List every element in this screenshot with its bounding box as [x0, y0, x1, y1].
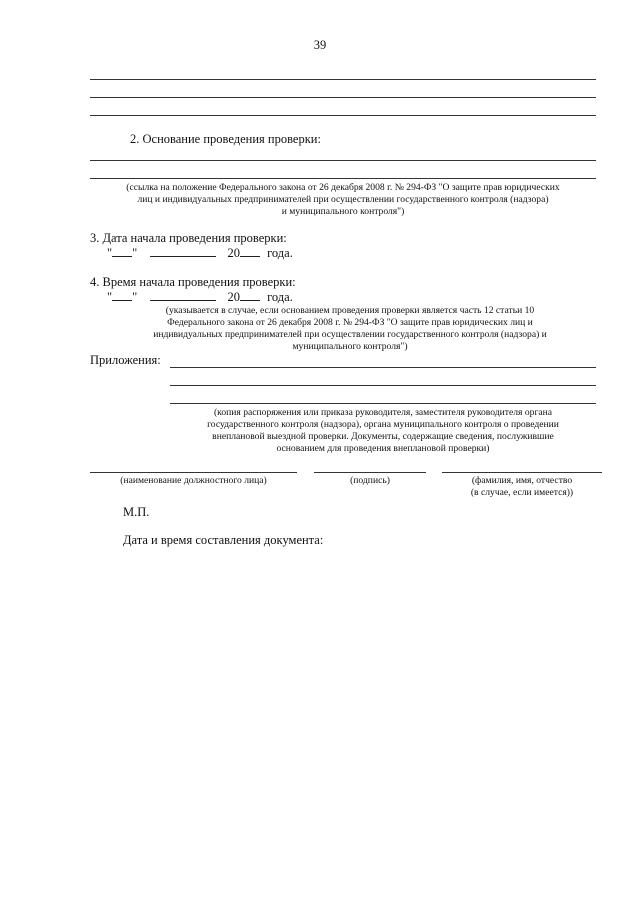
name-caption-line: (фамилия, имя, отчество: [471, 475, 573, 486]
note-line: муниципального контроля"): [292, 341, 408, 352]
day-blank: [112, 245, 132, 257]
blank-line: [90, 160, 596, 161]
attachments-line: [170, 403, 596, 404]
quote-open: ": [107, 290, 113, 304]
note-line: и муниципального контроля"): [281, 206, 405, 217]
note-line: Федерального закона от 26 декабря 2008 г. № 294-ФЗ "О защите прав юридических лиц и: [167, 317, 533, 328]
position-caption: (наименование должностного лица): [120, 475, 267, 486]
section-3-title: 3. Дата начала проведения проверки:: [90, 231, 287, 245]
blank-line: [90, 97, 596, 98]
name-line: [442, 472, 602, 473]
position-line: [90, 472, 297, 473]
year-suffix: года.: [267, 290, 293, 304]
stamp-label: М.П.: [123, 505, 150, 519]
quote-open: ": [107, 246, 113, 260]
datetime-label: Дата и время составления документа:: [123, 533, 324, 547]
section-4-title: 4. Время начала проведения проверки:: [90, 275, 296, 289]
day-blank: [112, 289, 132, 301]
start-date-field: [107, 245, 293, 261]
attachments-label: Приложения:: [90, 353, 161, 367]
year-prefix: 20: [227, 290, 240, 304]
name-caption: [442, 475, 602, 499]
note-line: государственного контроля (надзора), органа муниципального контроля о проведении: [207, 419, 559, 430]
note-line: индивидуальных предпринимателей при осуществлении государственного контроля (надзора) и: [153, 329, 547, 340]
note-line: (ссылка на положение Федерального закона от 26 декабря 2008 г. № 294-ФЗ "О защите прав юридических: [126, 182, 560, 193]
month-blank: [150, 289, 216, 301]
quote-close: ": [132, 246, 138, 260]
signature-caption: (подпись): [350, 475, 390, 486]
note-line: основанием для проведения внеплановой проверки): [276, 443, 490, 454]
year-suffix: года.: [267, 246, 293, 260]
note-line: внеплановой выездной проверки. Документы, содержащие сведения, послужившие: [212, 431, 554, 442]
blank-line: [90, 178, 596, 179]
blank-line: [90, 79, 596, 80]
start-time-field: [107, 289, 293, 305]
attachments-line: [170, 385, 596, 386]
page-number: 39: [313, 38, 327, 52]
quote-close: ": [132, 290, 138, 304]
year-blank: [240, 245, 260, 257]
section-4-note: [115, 305, 585, 353]
name-caption-line: (в случае, если имеется)): [470, 487, 574, 498]
signature-line: [314, 472, 426, 473]
attachments-line: [170, 367, 596, 368]
note-line: (указывается в случае, если основанием проведения проверки является часть 12 статьи 10: [165, 305, 535, 316]
section-2-title: 2. Основание проведения проверки:: [130, 132, 321, 146]
section-2-note: [90, 182, 596, 218]
month-blank: [150, 245, 216, 257]
year-blank: [240, 289, 260, 301]
note-line: лиц и индивидуальных предпринимателей при осуществлении государственного контроля (надзора): [137, 194, 549, 205]
blank-line: [90, 115, 596, 116]
attachments-note: [170, 407, 596, 455]
note-line: (копия распоряжения или приказа руководителя, заместителя руководителя органа: [213, 407, 553, 418]
year-prefix: 20: [227, 246, 240, 260]
